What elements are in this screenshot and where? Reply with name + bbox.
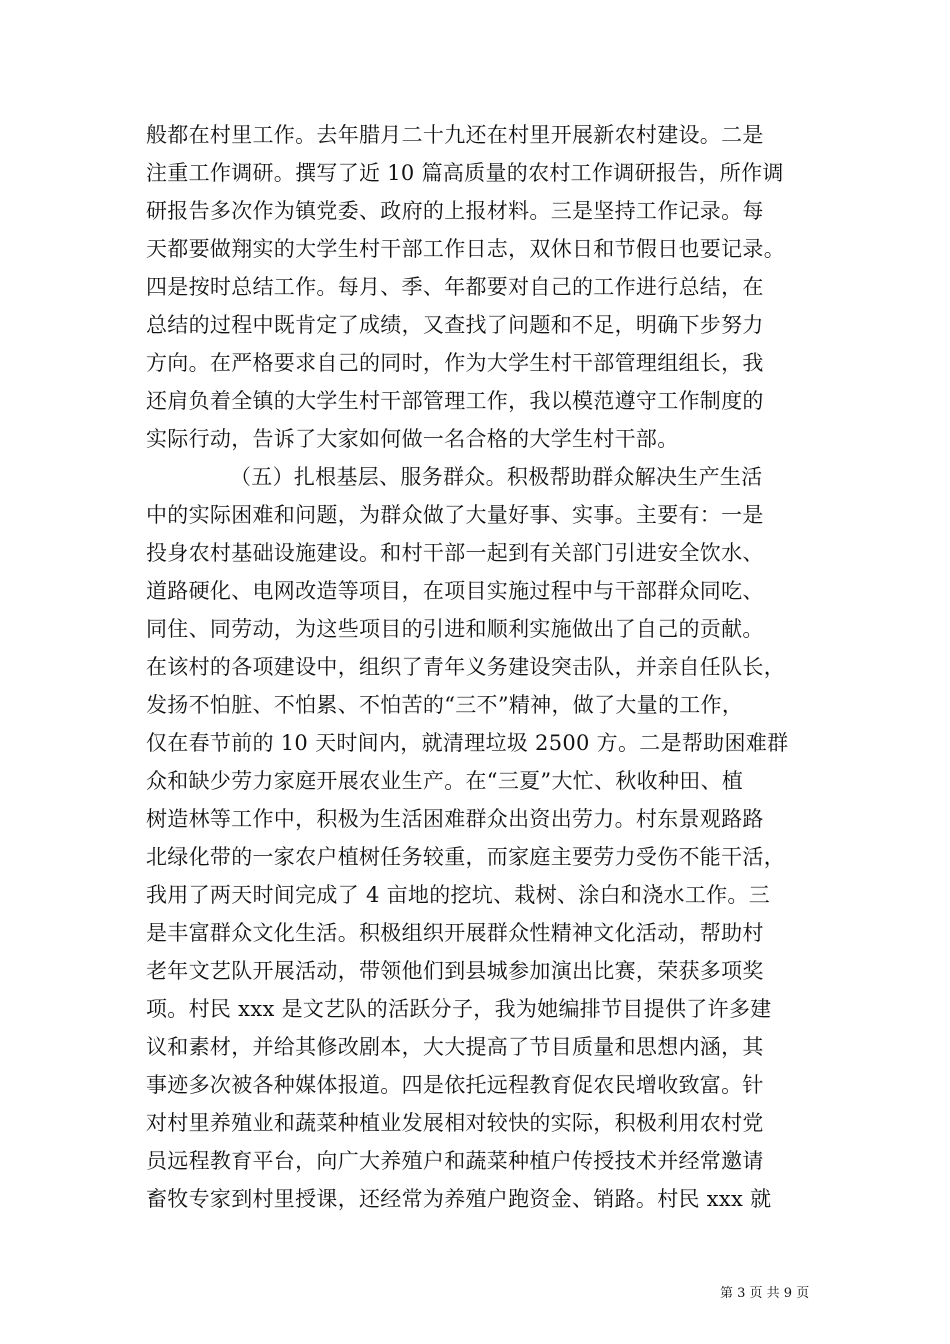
- section-heading-line: （五）扎根基层、服务群众。积极帮助群众解决生产生活: [230, 465, 763, 489]
- text-line-3: 研报告多次作为镇党委、政府的上报材料。三是坚持工作记录。每: [146, 199, 764, 223]
- text-line-29: 畜牧专家到村里授课，还经常为养殖户跑资金、销路。村民 xxx 就: [146, 1187, 772, 1211]
- text-line-8: 还肩负着全镇的大学生村干部管理工作，我以模范遵守工作制度的: [146, 389, 764, 413]
- text-line-17: 仅在春节前的 10 天时间内，就清理垃圾 2500 方。二是帮助困难群: [146, 731, 789, 755]
- text-line-11: 中的实际困难和问题，为群众做了大量好事、实事。主要有：一是: [146, 503, 764, 527]
- text-line-5: 四是按时总结工作。每月、季、年都要对自己的工作进行总结，在: [146, 275, 764, 299]
- text-line-28: 员远程教育平台，向广大养殖户和蔬菜种植户传授技术并经常邀请: [146, 1149, 764, 1173]
- text-line-12: 投身农村基础设施建设。和村干部一起到有关部门引进安全饮水、: [146, 541, 764, 565]
- text-line-6: 总结的过程中既肯定了成绩，又查找了问题和不足，明确下步努力: [146, 313, 764, 337]
- text-line-26: 事迹多次被各种媒体报道。四是依托远程教育促农民增收致富。针: [146, 1073, 764, 1097]
- text-line-2: 注重工作调研。撰写了近 10 篇高质量的农村工作调研报告，所作调: [146, 161, 784, 185]
- text-line-18: 众和缺少劳力家庭开展农业生产。在“三夏”大忙、秋收种田、植: [146, 769, 744, 793]
- text-line-16: 发扬不怕脏、不怕累、不怕苦的“三不”精神，做了大量的工作，: [146, 693, 744, 717]
- text-line-24: 项。村民 xxx 是文艺队的活跃分子，我为她编排节目提供了许多建: [146, 997, 772, 1021]
- text-line-9: 实际行动，告诉了大家如何做一名合格的大学生村干部。: [146, 427, 679, 451]
- text-line-19: 树造林等工作中，积极为生活困难群众出资出劳力。村东景观路路: [146, 807, 764, 831]
- text-line-20: 北绿化带的一家农户植树任务较重，而家庭主要劳力受伤不能干活，: [146, 845, 785, 869]
- text-line-23: 老年文艺队开展活动，带领他们到县城参加演出比赛，荣获多项奖: [146, 959, 764, 983]
- text-line-21: 我用了两天时间完成了 4 亩地的挖坑、栽树、涂白和浇水工作。三: [146, 883, 771, 907]
- text-line-22: 是丰富群众文化生活。积极组织开展群众性精神文化活动，帮助村: [146, 921, 764, 945]
- text-line-1: 般都在村里工作。去年腊月二十九还在村里开展新农村建设。二是: [146, 123, 764, 147]
- text-line-27: 对村里养殖业和蔬菜种植业发展相对较快的实际，积极利用农村党: [146, 1111, 764, 1135]
- text-line-13: 道路硬化、电网改造等项目，在项目实施过程中与干部群众同吃、: [146, 579, 764, 603]
- page-number-footer: 第 3 页 共 9 页: [720, 1286, 810, 1301]
- text-line-25: 议和素材，并给其修改剧本，大大提高了节目质量和思想内涵，其: [146, 1035, 764, 1059]
- text-line-4: 天都要做翔实的大学生村干部工作日志，双休日和节假日也要记录。: [146, 237, 785, 261]
- text-line-15: 在该村的各项建设中，组织了青年义务建设突击队，并亲自任队长，: [146, 655, 785, 679]
- text-line-14: 同住、同劳动，为这些项目的引进和顺利实施做出了自己的贡献。: [146, 617, 764, 641]
- text-line-7: 方向。在严格要求自己的同时，作为大学生村干部管理组组长，我: [146, 351, 764, 375]
